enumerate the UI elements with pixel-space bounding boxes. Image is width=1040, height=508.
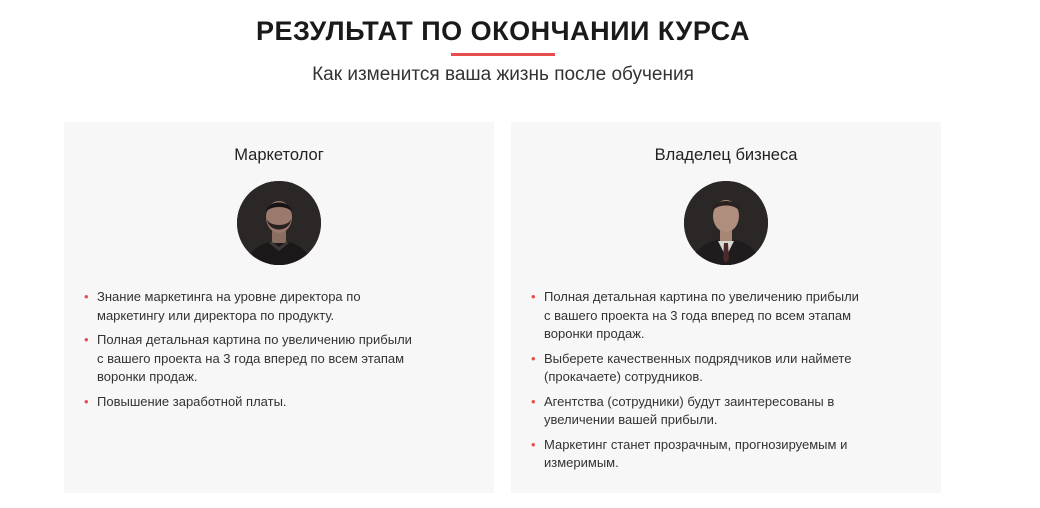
list-item: • Выберете качественных подрядчиков или наймете (прокачаете) сотрудников. — [531, 350, 852, 384]
title-underline — [451, 53, 555, 56]
card-business-owner — [511, 122, 941, 493]
card-title: Владелец бизнеса — [654, 146, 798, 164]
list-item: • Полная детальная картина по увеличению прибыли с вашего проекта на 3 года вперед по всем этапам воронки продаж. — [531, 289, 859, 341]
bullet-icon: • — [531, 393, 536, 409]
bullet-icon: • — [84, 289, 89, 304]
list-item: • Агентства (сотрудники) будут заинтересованы в увеличении вашей прибыли. — [531, 393, 835, 427]
avatar-business-owner — [684, 181, 768, 265]
bullet-icon: • — [531, 436, 536, 452]
section-subtitle: Как изменится ваша жизнь после обучения — [312, 64, 694, 85]
list-item: • Маркетинг станет прозрачным, прогнозируемым и измеримым. — [531, 436, 848, 470]
benefit-list — [531, 288, 931, 479]
bullet-icon: • — [531, 350, 536, 366]
card-title: Маркетолог — [234, 146, 324, 164]
list-item: • Повышение заработной платы. — [84, 393, 484, 412]
list-item: • Полная детальная картина по увеличению прибыли с вашего проекта на 3 года вперед по всем этапам воронки продаж. — [84, 332, 412, 384]
bullet-icon: • — [84, 332, 89, 347]
bullet-icon: • — [531, 289, 536, 304]
card-marketer — [64, 122, 494, 493]
bullet-icon: • — [84, 393, 89, 409]
benefit-list — [84, 288, 484, 417]
section-title: РЕЗУЛЬТАТ ПО ОКОНЧАНИИ КУРСА — [255, 16, 750, 46]
avatar-marketer — [237, 181, 321, 265]
list-item: • Знание маркетинга на уровне директора по маркетингу или директора по продукту. — [84, 289, 361, 323]
